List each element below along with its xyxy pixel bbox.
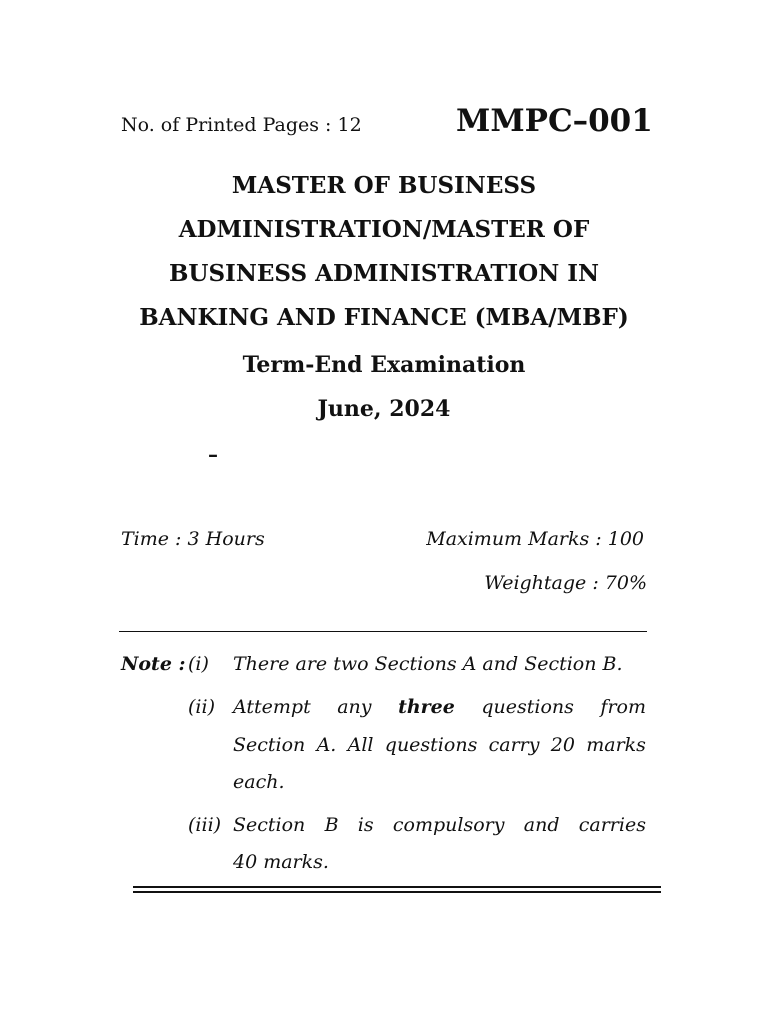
note-word-emphasis: three [398,696,455,718]
note-item-text: There are two Sections A and Section B. [233,653,623,675]
note-word: carry [488,734,540,756]
dash-mark: – [208,442,218,466]
note-word: Section [233,814,306,836]
exam-date: June, 2024 [317,396,451,422]
note-item-number: (i) [188,653,209,675]
note-word: A. [316,734,337,756]
note-word: compulsory [392,814,505,836]
note-item-number: (ii) [188,696,215,718]
note-item-line [233,696,646,718]
note-word: marks [586,734,646,756]
header-divider [119,631,647,632]
note-label: Note : [121,653,186,675]
note-item-line: each. [233,771,285,793]
note-word: All [347,734,374,756]
note-word: any [337,696,372,718]
note-word: from [600,696,646,718]
time-allowed: Time : 3 Hours [121,528,265,550]
note-item-line [233,814,646,836]
note-word: questions [384,734,478,756]
note-word: Attempt [233,696,311,718]
maximum-marks: Maximum Marks : 100 [426,528,644,550]
note-word: is [357,814,374,836]
note-word: 20 [550,734,575,756]
footer-divider-bottom [133,891,661,893]
footer-divider-top [133,886,661,888]
programme-title-line-4: BANKING AND FINANCE (MBA/MBF) [139,304,629,331]
programme-title-line-3: BUSINESS ADMINISTRATION IN [168,260,600,287]
note-word: questions [481,696,574,718]
note-item-line: 40 marks. [233,851,329,873]
note-word: and [523,814,560,836]
exam-type: Term-End Examination [242,352,526,378]
printed-pages-count: No. of Printed Pages : 12 [121,114,362,136]
note-word: Section [233,734,306,756]
weightage: Weightage : 70% [484,572,647,594]
programme-title-line-2: ADMINISTRATION/MASTER OF [178,216,590,243]
course-code: MMPC–001 [456,103,653,139]
note-word: B [324,814,339,836]
note-item-line [233,734,646,756]
note-item-number: (iii) [188,814,222,836]
programme-title-line-1: MASTER OF BUSINESS [231,172,537,199]
note-word: carries [578,814,646,836]
